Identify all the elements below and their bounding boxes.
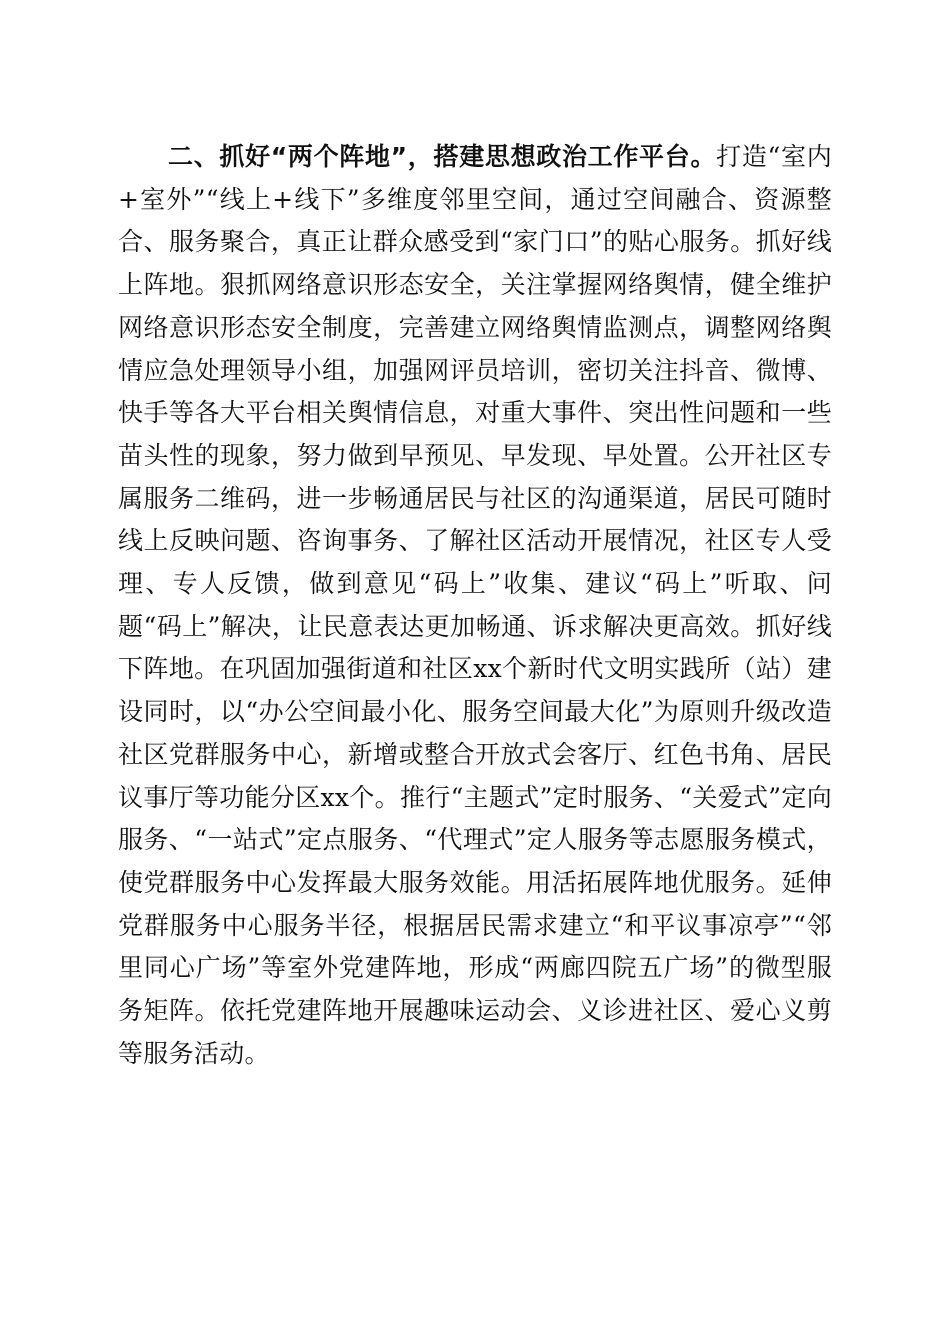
section-heading: 二、抓好“两个阵地”，搭建思想政治工作平台。 [168,142,717,171]
document-body [118,136,832,1075]
paragraph [118,136,832,1075]
paragraph-text: 打造“室内+室外”“线上+线下”多维度邻里空间，通过空间融合、资源整合、服务聚合，真正让群众感受到“家门口”的贴心服务。抓好线上阵地。狠抓网络意识形态安全，关注掌握网络舆情，健全维护网络意识形态安全制度，完善建立网络舆情监测点，调整网络舆情应急处理领导小组，加强网评员培训，密切关注抖音、微博、快手等各大平台相关舆情信息，对重大事件、突出性问题和一些苗头性的现象，努力做到早预见、早发现、早处置。公开社区专属服务二维码，进一步畅通居民与社区的沟通渠道，居民可随时线上反映问题、咨询事务、了解社区活动开展情况，社区专人受理、专人反馈，做到意见“码上”收集、建议“码上”听取、问题“码上”解决，让民意表达更加畅通、诉求解决更高效。抓好线下阵地。在巩固加强街道和社区xx个新时代文明实践所（站）建设同时，以“办公空间最小化、服务空间最大化”为原则升级改造社区党群服务中心，新增或整合开放式会客厅、红色书角、居民议事厅等功能分区xx个。推行“主题式”定时服务、“关爱式”定向服务、“一站式”定点服务、“代理式”定人服务等志愿服务模式，使党群服务中心发挥最大服务效能。用活拓展阵地优服务。延伸党群服务中心服务半径，根据居民需求建立“和平议事凉亭”“邻里同心广场”等室外党建阵地，形成“两廊四院五广场”的微型服务矩阵。依托党建阵地开展趣味运动会、义诊进社区、爱心义剪等服务活动。 [118,142,832,1068]
